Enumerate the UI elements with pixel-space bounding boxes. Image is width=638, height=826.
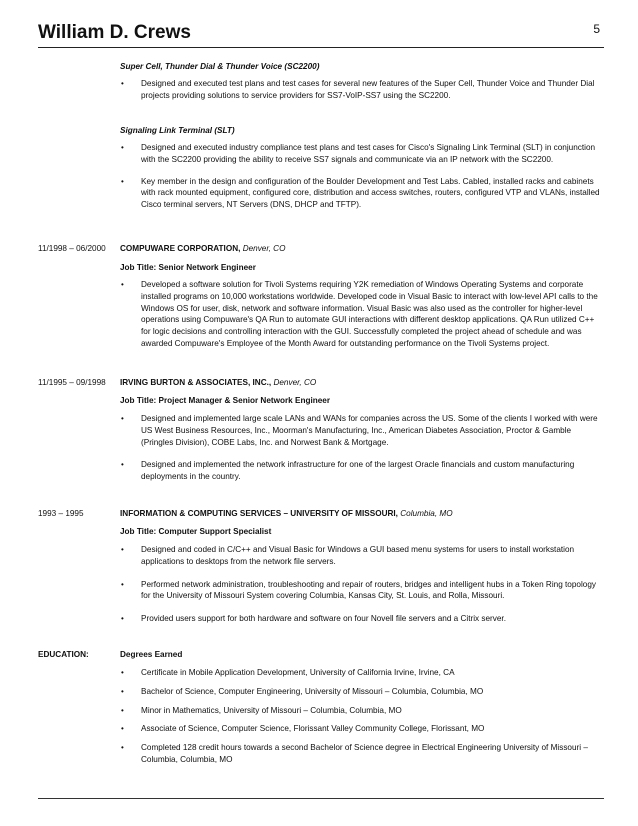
list-item: • Designed and implemented large scale LANs and WANs for companies across the US. Some of the clients I worked with were US West Business Resources, Inc., Moorman's Manufacturing, Inc., American Diabetes Association, Proctor & Gamble (Pringles Division), COBE Labs, Inc. and Norwest Bank & Mortgage.	[121, 414, 598, 447]
missouri-bullets	[120, 544, 604, 625]
list-item: • Designed and executed test plans and test cases for several new features of the Super Cell, Thunder Voice and Thunder Dial projects providing solutions to service providers for SS7-VoIP-SS7 using the SC2200.	[121, 79, 595, 100]
bullet-icon: •	[121, 705, 124, 715]
list-item: • Designed and implemented the network infrastructure for one of the largest Oracle financials and custom manufacturing deployments in the country.	[121, 460, 575, 482]
list-item: • Developed a software solution for Tivoli Systems requiring Y2K remediation of Windows Operating Systems and corporate installed programs on 10,000 workstations worldwide. Developed code in Visual Basic to interact with low-level API calls to the Windows OS for user, disk, network and software information. Visual Basic was also used as the controller for higher-level operations using Compuware's QA Run to automate GUI interactions with different desktop applications. QA Run utilized C++ for logic decisions and controlling interaction with the GUI. Successfully completed the project ahead of schedule and was awarded Compuware's Employee of the Month Award for outstanding performance on the Tivoli Systems project.	[121, 280, 598, 348]
project-title-slt: Signaling Link Terminal (SLT)	[120, 126, 235, 135]
bullet-icon: •	[121, 668, 124, 677]
bullet-icon: •	[121, 686, 124, 696]
super-cell-bullets	[120, 78, 604, 102]
bullet-icon: •	[121, 79, 124, 88]
bullet-icon: •	[121, 579, 124, 589]
bullet-icon: •	[121, 143, 124, 152]
slt-bullets	[120, 142, 604, 211]
irving-bullets	[120, 413, 604, 483]
company-name: INFORMATION & COMPUTING SERVICES – UNIVERSITY OF MISSOURI, Columbia, MO	[120, 509, 453, 518]
list-item: • Performed network administration, troubleshooting and repair of routers, bridges and intelligent hubs in a Token Ring topology for the University of Missouri System covering Columbia, Kansas City, St. Louis, and Rolla, Missouri.	[121, 579, 596, 601]
bullet-icon: •	[121, 280, 124, 289]
education-bullets	[120, 667, 604, 766]
company-location: Denver, CO	[273, 378, 317, 387]
company-name: COMPUWARE CORPORATION, Denver, CO	[120, 244, 286, 253]
bullet-icon: •	[121, 176, 124, 186]
footer-divider	[38, 798, 604, 799]
bullet-icon: •	[121, 460, 124, 470]
company-location: Denver, CO	[242, 244, 286, 253]
list-item: • Minor in Mathematics, University of Missouri – Columbia, Columbia, MO	[121, 705, 402, 715]
list-item: • Bachelor of Science, Computer Engineering, University of Missouri – Columbia, Columbia, MO	[121, 686, 484, 696]
company-location: Columbia, MO	[400, 509, 453, 518]
employment-date: 11/1998 – 06/2000	[38, 244, 106, 253]
bullet-icon: •	[121, 614, 124, 624]
resume-name: William D. Crews	[38, 22, 191, 43]
compuware-bullets	[120, 279, 604, 350]
job-title: Job Title: Project Manager & Senior Network Engineer	[120, 396, 331, 405]
bullet-icon: •	[121, 724, 124, 734]
bullet-icon: •	[121, 743, 124, 753]
list-item: • Designed and coded in C/C++ and Visual Basic for Windows a GUI based menu systems for users to install workstation applications to desktops from the network file servers.	[121, 545, 575, 566]
job-title: Job Title: Senior Network Engineer	[120, 263, 256, 272]
employment-date: 1993 – 1995	[38, 509, 84, 518]
list-item: • Provided users support for both hardware and software on four Novell file servers and a Citrix server.	[121, 614, 506, 624]
list-item: • Designed and executed industry compliance test plans and test cases for Cisco's Signaling Link Terminal (SLT) in conjunction with the SC2200 providing the ability to receive SS7 signals and communicate via an IP network with the SC2200.	[121, 143, 596, 164]
bullet-icon: •	[121, 414, 124, 423]
education-label: EDUCATION:	[38, 650, 89, 659]
project-title-super-cell: Super Cell, Thunder Dial & Thunder Voice (SC2200)	[120, 62, 320, 71]
job-title: Job Title: Computer Support Specialist	[120, 527, 272, 536]
education-title: Degrees Earned	[120, 650, 183, 659]
bullet-icon: •	[121, 545, 124, 554]
page-header	[38, 18, 604, 48]
page-number: 5	[593, 22, 600, 36]
list-item: • Associate of Science, Computer Science, Florissant Valley Community College, Florissant, MO	[121, 724, 485, 734]
employment-date: 11/1995 – 09/1998	[38, 378, 106, 387]
list-item: • Key member in the design and configuration of the Boulder Development and Test Labs. Cabled, installed racks and cabinets with rack mounted equipment, configured core, distribution and access switches, routers, configured VTP and VLANs, installed Cisco terminal servers, NT Servers (DNS, DHCP and TFTP).	[121, 176, 600, 210]
company-name: IRVING BURTON & ASSOCIATES, INC., Denver, CO	[120, 378, 317, 387]
list-item: • Completed 128 credit hours towards a second Bachelor of Science degree in Electrical Engineering University of Missouri – Columbia, Columbia, MO	[121, 743, 588, 764]
list-item: • Certificate in Mobile Application Development, University of California Irvine, Irvine, CA	[121, 668, 455, 677]
